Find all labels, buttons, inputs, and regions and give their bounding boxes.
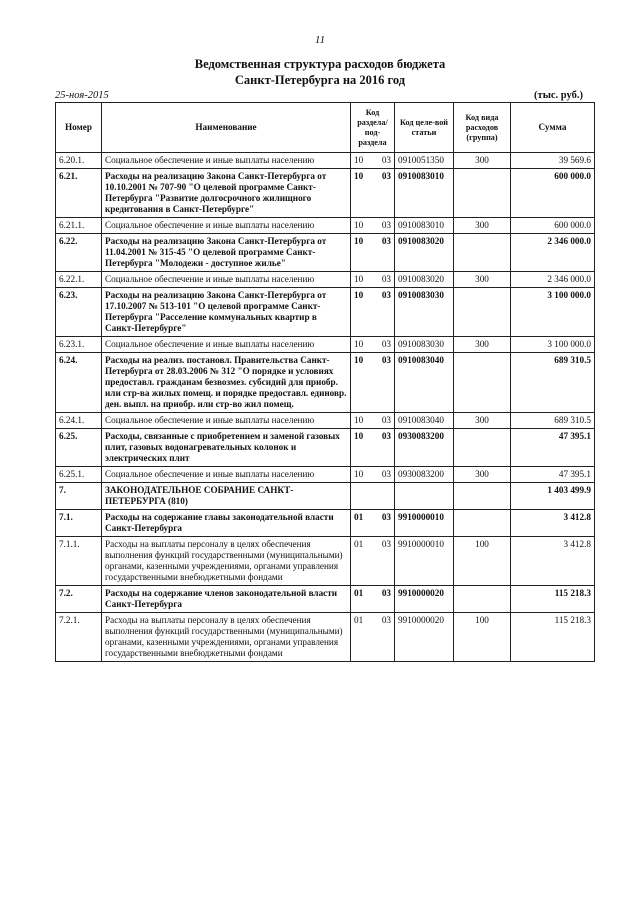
table-row: [56, 288, 595, 337]
row-name: Расходы на выплаты персоналу в целях обеспечения выполнения функций государственными (муниципальными) органами, казенными учреждениями, органами управления государственными внебюджетными фондами: [102, 537, 351, 586]
row-sum: 39 569.6: [511, 153, 595, 169]
row-expense-type: [454, 288, 511, 337]
table-row: [56, 153, 595, 169]
row-expense-type: 300: [454, 218, 511, 234]
row-target-code: 0910083030: [395, 288, 454, 337]
table-row: [56, 353, 595, 413]
table-row: [56, 510, 595, 537]
row-subsection: 03: [381, 155, 391, 165]
row-sum: 600 000.0: [511, 169, 595, 218]
row-target-code: 0910051350: [395, 153, 454, 169]
column-header-expense-type: Код вида расходов (группа): [454, 103, 511, 153]
row-target-code: 0910083010: [395, 218, 454, 234]
column-header-number: Номер: [56, 103, 102, 153]
row-sum: 2 346 000.0: [511, 272, 595, 288]
title-line-1: Ведомственная структура расходов бюджета: [194, 57, 446, 71]
row-subsection: 03: [381, 339, 391, 349]
row-number: 6.24.1.: [56, 413, 102, 429]
row-target-code: 9910000020: [395, 586, 454, 613]
row-section: 10: [354, 171, 364, 181]
row-name: Расходы на содержание главы законодательной власти Санкт-Петербурга: [102, 510, 351, 537]
row-section-code: [351, 429, 395, 467]
row-section: 10: [354, 355, 364, 365]
row-expense-type: [454, 234, 511, 272]
row-section: 10: [354, 236, 364, 246]
column-header-name: Наименование: [102, 103, 351, 153]
row-expense-type: 100: [454, 613, 511, 662]
row-subsection: 03: [381, 588, 391, 598]
row-subsection: 03: [381, 290, 391, 300]
row-sum: 3 100 000.0: [511, 288, 595, 337]
document-title: [0, 56, 640, 88]
row-target-code: 0930083200: [395, 467, 454, 483]
row-target-code: 0910083020: [395, 234, 454, 272]
row-expense-type: 300: [454, 337, 511, 353]
row-section-code: [351, 288, 395, 337]
row-subsection: 03: [381, 236, 391, 246]
row-sum: 2 346 000.0: [511, 234, 595, 272]
row-number: 6.22.1.: [56, 272, 102, 288]
row-number: 7.1.1.: [56, 537, 102, 586]
row-number: 6.23.1.: [56, 337, 102, 353]
row-section-code: [351, 169, 395, 218]
row-expense-type: [454, 510, 511, 537]
row-number: 6.25.1.: [56, 467, 102, 483]
row-expense-type: 300: [454, 153, 511, 169]
row-sum: 115 218.3: [511, 586, 595, 613]
row-section: 01: [354, 512, 364, 522]
row-section: 01: [354, 539, 364, 549]
row-number: 7.: [56, 483, 102, 510]
table-row: [56, 429, 595, 467]
row-subsection: 03: [381, 615, 391, 625]
column-header-section: Код раздела/ под-раздела: [351, 103, 395, 153]
row-target-code: 0910083040: [395, 353, 454, 413]
row-name: Социальное обеспечение и иные выплаты населению: [102, 467, 351, 483]
row-number: 6.22.: [56, 234, 102, 272]
row-number: 6.23.: [56, 288, 102, 337]
row-target-code: 0910083030: [395, 337, 454, 353]
table-body: [56, 153, 595, 662]
row-section: 10: [354, 155, 364, 165]
row-sum: 689 310.5: [511, 413, 595, 429]
budget-table: [55, 102, 595, 662]
row-section: 10: [354, 220, 364, 230]
row-subsection: 03: [381, 539, 391, 549]
row-number: 7.2.: [56, 586, 102, 613]
row-section: 10: [354, 339, 364, 349]
row-section-code: [351, 272, 395, 288]
column-header-sum: Сумма: [511, 103, 595, 153]
row-section-code: [351, 234, 395, 272]
row-section: 10: [354, 415, 364, 425]
row-section-code: [351, 413, 395, 429]
row-subsection: 03: [381, 171, 391, 181]
table-row: [56, 467, 595, 483]
row-name: Социальное обеспечение и иные выплаты населению: [102, 218, 351, 234]
row-section-code: [351, 218, 395, 234]
row-target-code: [395, 483, 454, 510]
row-section: 10: [354, 469, 364, 479]
row-number: 6.25.: [56, 429, 102, 467]
row-subsection: 03: [381, 274, 391, 284]
row-section-code: [351, 537, 395, 586]
table-header: [56, 103, 595, 153]
row-subsection: 03: [381, 512, 391, 522]
row-subsection: 03: [381, 220, 391, 230]
row-name: Расходы на реализацию Закона Санкт-Петербурга от 11.04.2001 № 315-45 "О целевой программе Санкт-Петербурга "Молодежи - доступное жилье": [102, 234, 351, 272]
column-header-target: Код целе-вой статьи: [395, 103, 454, 153]
table-row: [56, 586, 595, 613]
row-subsection: 03: [381, 415, 391, 425]
table-row: [56, 483, 595, 510]
table-row: [56, 537, 595, 586]
row-name: Социальное обеспечение и иные выплаты населению: [102, 337, 351, 353]
row-number: 6.21.1.: [56, 218, 102, 234]
row-section-code: [351, 613, 395, 662]
document-date: 25-ноя-2015: [55, 90, 109, 101]
row-section: 01: [354, 615, 364, 625]
row-name: Социальное обеспечение и иные выплаты населению: [102, 272, 351, 288]
row-expense-type: [454, 429, 511, 467]
row-section-code: [351, 586, 395, 613]
row-expense-type: [454, 169, 511, 218]
row-target-code: 0910083010: [395, 169, 454, 218]
table-row: [56, 169, 595, 218]
row-target-code: 9910000010: [395, 510, 454, 537]
row-section-code: [351, 353, 395, 413]
row-name: Расходы на содержание членов законодательной власти Санкт-Петербурга: [102, 586, 351, 613]
row-number: 6.21.: [56, 169, 102, 218]
row-name: ЗАКОНОДАТЕЛЬНОЕ СОБРАНИЕ САНКТ-ПЕТЕРБУРГА (810): [102, 483, 351, 510]
row-name: Социальное обеспечение и иные выплаты населению: [102, 413, 351, 429]
table-row: [56, 218, 595, 234]
table-row: [56, 234, 595, 272]
row-sum: 3 100 000.0: [511, 337, 595, 353]
row-expense-type: [454, 586, 511, 613]
row-number: 6.20.1.: [56, 153, 102, 169]
row-expense-type: 300: [454, 272, 511, 288]
row-name: Расходы на реализацию Закона Санкт-Петербурга от 17.10.2007 № 513-101 "О целевой программе Санкт-Петербурга "Расселение коммунальных квартир в Санкт-Петербурге": [102, 288, 351, 337]
row-subsection: 03: [381, 431, 391, 441]
page-number: 11: [314, 34, 326, 46]
row-target-code: 9910000020: [395, 613, 454, 662]
table-row: [56, 413, 595, 429]
row-section-code: [351, 483, 395, 510]
row-subsection: 03: [381, 469, 391, 479]
row-section: 10: [354, 290, 364, 300]
row-section-code: [351, 467, 395, 483]
row-number: 7.2.1.: [56, 613, 102, 662]
row-target-code: 0910083020: [395, 272, 454, 288]
row-target-code: 0910083040: [395, 413, 454, 429]
row-expense-type: 100: [454, 537, 511, 586]
row-number: 7.1.: [56, 510, 102, 537]
row-sum: 600 000.0: [511, 218, 595, 234]
row-section-code: [351, 337, 395, 353]
row-sum: 689 310.5: [511, 353, 595, 413]
row-section: 10: [354, 274, 364, 284]
row-section-code: [351, 153, 395, 169]
row-section: 10: [354, 431, 364, 441]
row-name: Расходы на реализацию Закона Санкт-Петербурга от 10.10.2001 № 707-90 "О целевой программе Санкт-Петербурга "Развитие долгосрочного жилищного кредитования в Санкт-Петербурге": [102, 169, 351, 218]
row-expense-type: 300: [454, 467, 511, 483]
table-row: [56, 613, 595, 662]
row-sum: 3 412.8: [511, 510, 595, 537]
row-target-code: 9910000010: [395, 537, 454, 586]
row-sum: 115 218.3: [511, 613, 595, 662]
row-name: Расходы, связанные с приобретением и заменой газовых плит, газовых водонагревательных колонок и электрических плит: [102, 429, 351, 467]
row-target-code: 0930083200: [395, 429, 454, 467]
row-name: Расходы на выплаты персоналу в целях обеспечения выполнения функций государственными (муниципальными) органами, казенными учреждениями, органами управления государственными внебюджетными фондами: [102, 613, 351, 662]
row-number: 6.24.: [56, 353, 102, 413]
table-row: [56, 337, 595, 353]
row-sum: 47 395.1: [511, 429, 595, 467]
row-expense-type: 300: [454, 413, 511, 429]
title-line-2: Санкт-Петербурга на 2016 год: [234, 73, 406, 87]
row-expense-type: [454, 483, 511, 510]
row-subsection: 03: [381, 355, 391, 365]
row-sum: 1 403 499.9: [511, 483, 595, 510]
row-section: 01: [354, 588, 364, 598]
units-label: (тыс. руб.): [534, 90, 583, 101]
row-name: Социальное обеспечение и иные выплаты населению: [102, 153, 351, 169]
table-row: [56, 272, 595, 288]
row-name: Расходы на реализ. постановл. Правительства Санкт-Петербурга от 28.03.2006 № 312 "О порядке и условиях предоставл. гражданам безвозмез. субсидий для приобр. или стр-ва жилых помещ. и порядке предоставл. единовр. ден. выпл. на приобр. или стр-во жил помещ.: [102, 353, 351, 413]
row-expense-type: [454, 353, 511, 413]
row-section-code: [351, 510, 395, 537]
row-sum: 47 395.1: [511, 467, 595, 483]
row-sum: 3 412.8: [511, 537, 595, 586]
